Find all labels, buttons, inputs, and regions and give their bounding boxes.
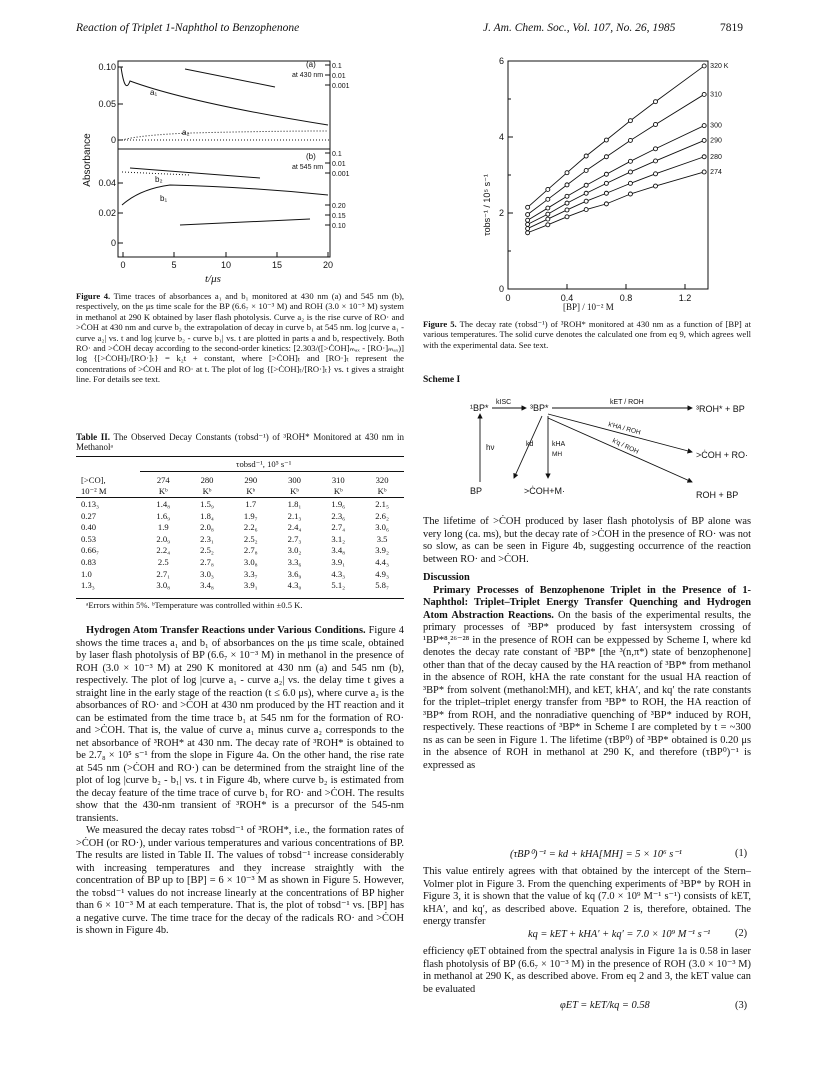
fig5-data-point — [628, 138, 632, 142]
fig5-data-point — [604, 155, 608, 159]
table-rule — [76, 456, 404, 457]
right-para-3-block — [423, 946, 751, 996]
fig4-ytick: 0.10 — [98, 62, 116, 72]
table2-value-cell: 3.0₈ — [156, 580, 171, 591]
fig5-data-point — [565, 215, 569, 219]
table2-value-cell: 5.8₇ — [375, 580, 389, 591]
right-body-top — [423, 516, 751, 772]
running-title: Reaction of Triplet 1-Naphthol to Benzophenone — [76, 22, 300, 34]
fig4-ytick: 0.02 — [98, 208, 116, 218]
fig5-data-point — [654, 172, 658, 176]
table2-value-cell: 2.6₂ — [375, 510, 389, 521]
scheme-kd: kd — [526, 441, 534, 448]
scheme-bp1: ¹BP* — [470, 403, 489, 413]
table2-value-cell: 2.5₂ — [243, 533, 258, 544]
scheme-kq-prime: k′q / ROH — [611, 437, 640, 456]
table2-temp: 274 — [156, 474, 170, 485]
table2-value-cell: 4.4₃ — [375, 556, 389, 567]
fig5-data-point — [702, 155, 706, 159]
fig5-data-point — [584, 208, 588, 212]
table2-value-cell: 3.0₆ — [375, 522, 389, 533]
right-para-2-block — [423, 866, 751, 929]
fig5-xtick: 1.2 — [678, 293, 692, 303]
table2-temp: 300 — [288, 474, 301, 485]
fig5-data-point — [526, 218, 530, 222]
fig5-data-point — [604, 181, 608, 185]
table2-value-cell: 2.3₆ — [331, 510, 346, 521]
table2-value-cell: 2.1₃ — [287, 510, 302, 521]
left-para-1: Figure 4 shows the time traces a₁ and b₁ of absorbances on the μs time scale, obtained by laser flash photolysis of BP (6.6₇ × 10⁻³ M) in methanol in the presence of ROH (3.0 × 10⁻³ M) at 290 K monitored at 430 nm (a) and 545 nm (b), respectively. The plot of log |curve a₁ - curve a₂| vs. the delay time t gives a straight line in the early stage of the reaction (t ≤ 6.0 μs), where curve a₂ is the absorbances of RO· and >ĊOH at 430 nm produced by the HT reaction and it can be estimated from the time trace b₁ at 545 nm for the formation of RO· and >ĊOH. That is, the value of curve a₁ minus curve a₂ corresponds to the net absorbance of ³ROH* at 430 nm. The decay rate of ³ROH* is obtained to be 2.7₈ × 10⁵ s⁻¹ from the slope in Figure 4a. On the other hand, the rise rate at 545 nm (>ĊOH and RO·) can be determined from the straight line of the plot of log |curve b₂ - b₁| vs. t in Figure 4b, where curve b₂ is estimated from the decay feature of the time trace of curve b₁ for RO· and >ĊOH. The results show that the 430-nm transient of ³ROH* is a precursor of the 545-nm transients. — [76, 625, 404, 824]
scheme-bp: BP — [470, 486, 483, 496]
table2-conc-cell: 1.3₃ — [81, 580, 95, 591]
fig5-data-point — [702, 138, 706, 142]
fig4-rtick: 0.001 — [332, 171, 350, 178]
fig4-xtick: 15 — [271, 260, 283, 270]
scheme-coh-ro: >ĊOH + RO· — [696, 450, 749, 460]
fig5-curves — [526, 64, 707, 235]
table2-value-cell: 3.0₂ — [287, 545, 302, 556]
fig5-data-point — [584, 183, 588, 187]
page-number: 7819 — [720, 22, 743, 34]
fig5-series-line — [528, 126, 705, 221]
fig4-ytick: 0.04 — [98, 178, 116, 188]
table-row — [76, 521, 404, 533]
table2-value-cell: 3.0₃ — [200, 568, 214, 579]
fig5-data-point — [654, 100, 658, 104]
fig5-temp-label: 320 K — [710, 62, 729, 70]
table2-value-cell: 3.4₈ — [331, 545, 346, 556]
fig4-ytick: 0.05 — [98, 99, 116, 109]
table2-body — [76, 498, 404, 591]
scheme-mh: MH — [552, 451, 563, 458]
fig5-ytick: 2 — [498, 208, 504, 218]
fig4-rtick: 0.15 — [332, 213, 346, 220]
figure-4-caption — [76, 291, 404, 385]
table2-value-cell: 4.9₃ — [375, 568, 389, 579]
fig4-rtick: 0.20 — [332, 203, 346, 210]
table2-conc-cell: 1.0 — [81, 568, 92, 579]
right-para-0: The lifetime of >ĊOH produced by laser flash photolysis of BP alone was very long (ca. ms), but the decay rate of >ĊOH in the presence of RO· was not so slow, as can be seen in Figure 4b, suggesting occurrence of the reaction between RO· and >ĊOH. — [423, 516, 751, 565]
fig4-xtick: 5 — [171, 260, 177, 270]
table2-value-cell: 2.2₆ — [243, 522, 258, 533]
scheme-coh-m: >ĊOH+M· — [524, 486, 566, 496]
table-row — [76, 579, 404, 591]
scheme-ket: kET / ROH — [610, 399, 644, 406]
equation-1-number: (1) — [735, 848, 748, 859]
left-body-text — [76, 625, 404, 938]
fig5-data-point — [526, 213, 530, 217]
fig4-curve-b2: b₂ — [155, 175, 163, 184]
table2-title-text: The Observed Decay Constants (τobsd⁻¹) of ³ROH* Monitored at 430 nm in Methanolᵃ — [76, 432, 405, 453]
fig4-ylabel: Absorbance — [82, 133, 93, 187]
fig5-ytick: 6 — [498, 56, 504, 66]
fig4-xtick: 0 — [120, 260, 126, 270]
fig5-data-point — [654, 159, 658, 163]
journal-citation: J. Am. Chem. Soc., Vol. 107, No. 26, 1985 — [483, 22, 676, 34]
left-para-2: We measured the decay rates τobsd⁻¹ of ³ROH*, i.e., the formation rates of >ĊOH (or RO·), under various temperatures and various concentrations of BP. The results are listed in Table II. The values of τobsd⁻¹ increase considerably with increasing temperatures and they increase straightly with the concentration of BP up to [BP] = 6 × 10⁻³ M as shown in Figure 5. However, the τobsd⁻¹ values do not increase linearly at the concentrations of BP higher than 6 × 10⁻³ M at each temperature. That is, the plot of τobsd⁻¹ vs. [BP] has a negative curve. The time trace for the decay of the radicals RO· and >ĊOH is shown in Figure 4b. — [76, 825, 404, 936]
table2-temp: 320 — [375, 474, 389, 485]
fig5-data-point — [546, 212, 550, 216]
scheme-1-diagram — [470, 390, 760, 510]
fig4-curve-a1: a₁ — [150, 88, 158, 97]
fig5-data-point — [565, 171, 569, 175]
scheme-roh3: ³ROH* + BP — [696, 404, 745, 414]
fig5-series-line — [528, 172, 705, 233]
fig4-rtick: 0.10 — [332, 223, 346, 230]
table2-unit: Kᵇ — [333, 486, 343, 497]
table2-value-cell: 2.0₈ — [200, 522, 214, 533]
table2-value-cell: 2.2₄ — [156, 545, 171, 556]
fig5-data-point — [546, 187, 550, 191]
scheme-hv: hν — [486, 443, 495, 452]
table2-value-cell: 3.9₁ — [331, 556, 346, 567]
fig5-data-point — [546, 217, 550, 221]
scheme-kha-prime: k′HA / ROH — [607, 421, 642, 437]
table-rule — [140, 471, 404, 472]
fig5-xlabel: [BP] / 10⁻² M — [563, 302, 614, 312]
fig5-data-point — [584, 168, 588, 172]
table-row — [76, 568, 404, 580]
fig5-data-point — [565, 201, 569, 205]
fig5-data-point — [584, 154, 588, 158]
fig5-data-point — [654, 122, 658, 126]
fig4-panel-a-wl: at 430 nm — [292, 72, 324, 79]
equation-2-number: (2) — [735, 928, 748, 939]
fig5-data-point — [565, 183, 569, 187]
table2-value-cell: 5.1₂ — [331, 580, 346, 591]
fig5-ytick: 4 — [498, 132, 504, 142]
table2-value-cell: 2.7₁ — [156, 568, 171, 579]
fig5-series-line — [528, 157, 705, 229]
table2-value-cell: 3.3₆ — [287, 556, 302, 567]
fig5-data-point — [702, 92, 706, 96]
table2-unit: Kᵇ — [158, 486, 168, 497]
table2-conc-cell: 0.40 — [81, 522, 97, 533]
table2-value-cell: 2.4₄ — [287, 522, 302, 533]
fig4-rtick: 0.01 — [332, 73, 346, 80]
scheme-title: Scheme I — [423, 375, 461, 385]
table-row — [76, 498, 404, 510]
fig5-data-point — [584, 199, 588, 203]
table2-conc-cell: 0.27 — [81, 510, 97, 521]
fig4-panel-b-wl: at 545 nm — [292, 164, 324, 171]
table2-value-cell: 4.3₀ — [287, 580, 302, 591]
table2-value-cell: 3.6₉ — [287, 568, 302, 579]
fig5-data-point — [604, 138, 608, 142]
discussion-heading: Discussion — [423, 572, 470, 583]
table2-value-cell: 1.8₄ — [200, 510, 214, 521]
table2-span-header: τobsd⁻¹, 10⁵ s⁻¹ — [236, 459, 292, 469]
fig4-rtick: 0.01 — [332, 161, 346, 168]
fig5-data-point — [546, 206, 550, 210]
fig5-data-point — [702, 64, 706, 68]
table2-unit: Kᵇ — [290, 486, 299, 497]
table2-unit: Kᵇ — [246, 486, 256, 497]
fig5-data-point — [604, 202, 608, 206]
fig5-data-point — [526, 231, 530, 235]
fig5-series-line — [528, 140, 705, 224]
table2-unit: Kᵇ — [202, 486, 212, 497]
fig5-temp-label: 300 — [710, 122, 722, 130]
fig4-xtick: 20 — [322, 260, 334, 270]
table2-value-cell: 3.9₁ — [243, 580, 258, 591]
scheme-kha: kHA — [552, 441, 566, 448]
table2-value-cell: 3.9₂ — [375, 545, 389, 556]
fig5-series-line — [528, 66, 705, 207]
table-row — [76, 545, 404, 557]
fig5-series-line — [528, 94, 705, 214]
fig5-data-point — [654, 147, 658, 151]
figure-4-plot — [70, 55, 370, 275]
table2-value-cell: 1.9₆ — [331, 498, 346, 509]
fig4-caption-text: Time traces of absorbances a₁ and b₁ monitored at 430 nm (a) and 545 nm (b), respectively, on the μs time scale for the BP (6.6₇ × 10⁻³ M) and ROH (3.0 × 10⁻³ M) system in methanol at 290 K obtained by laser flash photolysis. Curve a₂ is the rise curve of RO· and >ĊOH at 430 nm and curve b₂ the extrapolation of decay in curve b₁ at 545 nm. log |curve a₁ - curve a₂| vs. t and log |curve b₂ - curve b₁| vs. t are plotted in parts a and b, respectively. Both RO· and >ĊOH decay according to the second-order kinetics: [2.303/([>ĊOH]ₘₐₓ - [RO·]ₘₐₓ)] log {[>ĊOH]ₜ/[RO·]ₜ} = k₂t + constant, where [>ĊOH]ₜ and [RO·]ₜ represent the concentrations of >ĊOH and RO· at t. The plot of log {[>ĊOH]ₜ/[RO·]ₜ} vs. t gives a straight line. For details see text. — [76, 291, 405, 385]
fig4-panel-b: (b) — [306, 152, 316, 161]
fig5-data-point — [628, 170, 632, 174]
fig5-data-point — [702, 170, 706, 174]
fig4-caption-label: Figure 4. — [76, 291, 111, 301]
table-row — [76, 556, 404, 568]
table-row — [76, 533, 404, 545]
scheme-kisc: kISC — [496, 399, 512, 406]
fig5-caption-label: Figure 5. — [423, 319, 457, 329]
fig4-ytick: 0 — [110, 238, 116, 248]
table2-value-cell: 4.3₃ — [331, 568, 346, 579]
fig5-data-point — [546, 223, 550, 227]
table2-temp: 280 — [200, 474, 214, 485]
table2-value-cell: 1.6₉ — [156, 510, 171, 521]
fig4-rtick: 0.001 — [332, 83, 350, 90]
fig5-data-point — [628, 192, 632, 196]
fig5-xtick: 0.4 — [560, 293, 574, 303]
table2-temp: 290 — [244, 474, 258, 485]
scheme-roh-bp: ROH + BP — [696, 490, 739, 500]
fig5-data-point — [546, 197, 550, 201]
fig5-data-point — [628, 181, 632, 185]
fig5-data-point — [604, 172, 608, 176]
table2-value-cell: 3.1₂ — [331, 533, 346, 544]
table2-value-cell: 3.4₈ — [200, 580, 214, 591]
fig5-data-point — [604, 191, 608, 195]
fig5-temp-labels — [710, 63, 729, 176]
table2-conc-cell: 0.53 — [81, 533, 97, 544]
table2-col0-h2: 10⁻² M — [81, 485, 107, 496]
fig5-temp-label: 310 — [710, 91, 722, 99]
fig5-data-point — [702, 124, 706, 128]
table2-value-cell: 2.7₄ — [331, 522, 346, 533]
fig5-data-point — [526, 222, 530, 226]
table2-value-cell: 1.9₇ — [243, 510, 258, 521]
table-row — [76, 510, 404, 522]
fig5-xtick: 0.8 — [619, 293, 633, 303]
right-para-1: On the basis of the experimental results, the primary processes of ³BP* produced by fast intersystem crossing of ¹BP*⁸,²⁶⁻²⁸ in the presence of ROH can be exppessed by Scheme I, where kd denotes the decay rate constant of ³BP* [the ³(n,π*) state of benzophenone] other than that of the decay caused by the HA reaction of ³BP* from methanol in the absence of ROH, kHA the rate constant for the usual HA reaction of ³BP* from solvent (methanol:MH), and kET, kHA′, and kq′ the rate constants for the triplet–triplet energy transfer from ³BP* to ROH, the HA reaction of ³BP* from ROH, and the nonradiative quenching of ³BP* induced by ROH, respectively. These reactions of ³BP* in Scheme I are completed by t = ~300 ns as can be seen in Figure 1. The lifetime (τBP⁰) of ³BP* obtained is 0.20 μs in the absence of ROH in methanol at 290 K, and therefore (τBP⁰)⁻¹ is expressed as — [423, 609, 751, 771]
fig5-ylabel: τobs⁻¹ / 10⁵ s⁻¹ — [482, 174, 492, 236]
fig5-data-point — [565, 208, 569, 212]
table2-unit: Kᵇ — [377, 486, 387, 497]
fig4-curve-a2: a₂ — [182, 128, 190, 137]
fig5-temp-label: 274 — [710, 168, 722, 176]
table2-value-cell: 2.7₈ — [243, 545, 258, 556]
fig5-data-point — [628, 119, 632, 123]
table2-value-cell: 2.3₁ — [200, 533, 214, 544]
fig5-temp-label: 290 — [710, 137, 722, 145]
figure-5-plot — [470, 55, 730, 310]
equation-1: (τBP⁰)⁻¹ = kd + kHA[MH] = 5 × 10⁶ s⁻¹ — [510, 849, 682, 860]
equation-2: kq = kET + kHA′ + kq′ = 7.0 × 10⁹ M⁻¹ s⁻¹ — [528, 929, 711, 940]
fig4-ytick: 0 — [110, 135, 116, 145]
fig4-panel-a: (a) — [306, 60, 316, 69]
right-para-2: This value entirely agrees with that obtained by the intercept of the Stern–Volmer plot in Figure 3. From the quenching experiments of ³BP* by ROH in Figure 3, it is shown that the value of kq (7.0 × 10⁹ M⁻¹ s⁻¹) consists of kET, kHA′, and kq′, as described above. Equation 2 is, therefore, obtained. The energy transfer — [423, 866, 751, 927]
equation-3-number: (3) — [735, 1000, 748, 1011]
table-2 — [76, 474, 404, 591]
table2-value-cell: 1.9 — [157, 522, 169, 533]
table2-value-cell: 2.1₅ — [375, 498, 389, 509]
table-2-title — [76, 432, 404, 453]
section-heading-ht: Hydrogen Atom Transfer Reactions under Various Conditions. — [86, 625, 366, 636]
table2-value-cell: 1.4₈ — [156, 498, 171, 509]
table2-value-cell: 2.7₃ — [287, 533, 302, 544]
table-rule — [76, 598, 404, 599]
fig5-data-point — [628, 159, 632, 163]
table2-value-cell: 2.5 — [157, 556, 169, 567]
table2-value-cell: 2.0₉ — [156, 533, 171, 544]
table2-conc-cell: 0.13₃ — [81, 498, 100, 509]
table2-value-cell: 2.5₂ — [200, 545, 214, 556]
right-para-3: efficiency φET obtained from the spectral analysis in Figure 1a is 0.58 in laser flash photolysis of BP (6.6₇ × 10⁻³ M) in the presence of ROH (3.0 × 10⁻³ M) in methanol at 290 K, as described above. From eq 2 and 3, the kET value can be evaluated — [423, 946, 751, 995]
table2-value-cell: 1.7 — [245, 498, 257, 509]
fig4-rtick: 0.1 — [332, 63, 342, 70]
fig5-ytick: 0 — [498, 284, 504, 294]
figure-5-caption — [423, 319, 751, 350]
table2-temp: 310 — [331, 474, 345, 485]
fig5-data-point — [526, 227, 530, 231]
fig5-caption-text: The decay rate (τobsd⁻¹) of ³ROH* monitored at 430 nm as a function of [BP] at various temperatures. The solid curve denotes the calculated one from eq 9, which agrees well with the experimental data. See text. — [423, 319, 751, 350]
fig4-rtick: 0.1 — [332, 151, 342, 158]
table2-value-cell: 3.5 — [376, 533, 388, 544]
table2-conc-cell: 0.83 — [81, 556, 97, 567]
fig5-data-point — [526, 205, 530, 209]
table2-conc-cell: 0.66₇ — [81, 545, 100, 556]
table2-value-cell: 2.7₈ — [200, 556, 214, 567]
fig5-data-point — [565, 194, 569, 198]
table2-value-cell: 1.5₉ — [200, 498, 214, 509]
fig4-xlabel: t/μs — [205, 273, 221, 285]
table2-label: Table II. — [76, 432, 111, 442]
equation-3: φET = kET/kq = 0.58 — [560, 1000, 650, 1011]
fig5-data-point — [584, 191, 588, 195]
table2-value-cell: 1.8₁ — [287, 498, 302, 509]
table2-value-cell: 3.0₈ — [243, 556, 258, 567]
fig4-xtick: 10 — [220, 260, 232, 270]
fig5-xtick: 0 — [505, 293, 511, 303]
table2-value-cell: 3.3₇ — [243, 568, 258, 579]
scheme-bp3: ³BP* — [530, 403, 549, 413]
table2-footnote: ᵃErrors within 5%. ᵇTemperature was controlled within ±0.5 K. — [86, 600, 303, 610]
section-heading-primary: Primary Processes of Benzophenone Triplet in the Presence of 1-Naphthol: Triplet–Triplet Energy Transfer Quenching and Hydrogen Atom Abstraction Reactions. — [423, 584, 751, 621]
fig4-curve-b1: b₁ — [160, 194, 168, 203]
fig5-data-point — [654, 184, 658, 188]
table2-col0-h1: [>CO], — [81, 474, 106, 485]
fig5-temp-label: 280 — [710, 153, 722, 161]
